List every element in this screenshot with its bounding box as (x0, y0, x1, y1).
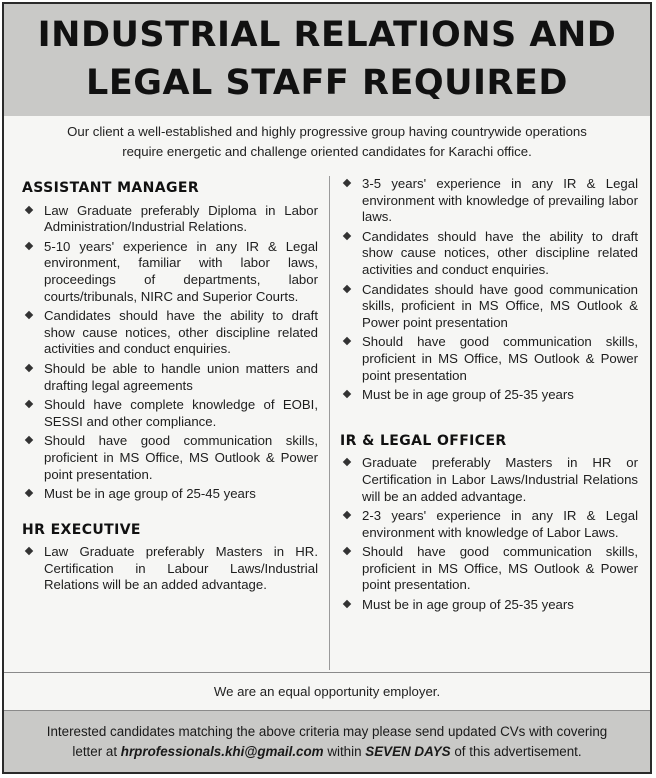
list-item: 3-5 years' experience in any IR & Legal environment with knowledge of prevailing labor laws. (340, 176, 638, 226)
assistant-manager-title: ASSISTANT MANAGER (22, 180, 200, 196)
list-item: Should have complete knowledge of EOBI, SESSI and other compliance. (22, 397, 318, 430)
list-item: Should be able to handle union matters and drafting legal agreements (22, 361, 318, 394)
list-item: Graduate preferably Masters in HR or Certification in Labor Laws/Industrial Relations will be an added advantage. (340, 455, 638, 505)
list-item: Law Graduate preferably Masters in HR. Certification in Labour Laws/Industrial Relations will be an added advantage. (22, 544, 318, 594)
diamond-bullet-icon (343, 179, 351, 187)
contact-email-link[interactable]: hrprofessionals.khi@gmail.com (120, 744, 324, 759)
diamond-bullet-icon (343, 337, 351, 345)
list-item: Should have good communication skills, proficient in MS Office, MS Outlook & Power point presentation. (340, 544, 638, 594)
diamond-bullet-icon (25, 489, 33, 497)
diamond-bullet-icon (25, 547, 33, 555)
diamond-bullet-icon (25, 205, 33, 213)
footer-line-2: letter at hrprofessionals.khi@gmail.com within SEVEN DAYS of this advertisement. (72, 744, 582, 759)
intro-text (14, 122, 640, 162)
diamond-bullet-icon (25, 364, 33, 372)
list-item: Candidates should have the ability to draft show cause notices, other discipline related activities and conduct enquiries. (22, 308, 318, 358)
diamond-bullet-icon (343, 600, 351, 608)
right-column (340, 176, 638, 617)
list-item: Should have good communication skills, proficient in MS Office, MS Outlook & Power point presentation (340, 334, 638, 384)
list-item: Must be in age group of 25-35 years (340, 387, 638, 404)
hr-executive-list-right (340, 176, 638, 404)
list-item: Should have good communication skills, proficient in MS Office, MS Outlook & Power point presentation. (22, 433, 318, 483)
equal-opportunity-statement: We are an equal opportunity employer. (4, 672, 650, 711)
headline-line-1: INDUSTRIAL RELATIONS AND (37, 15, 617, 55)
diamond-bullet-icon (343, 232, 351, 240)
diamond-bullet-icon (25, 436, 33, 444)
diamond-bullet-icon (343, 547, 351, 555)
ir-legal-officer-list (340, 455, 638, 613)
headline-line-2: LEGAL STAFF REQUIRED (86, 63, 568, 103)
deadline-text: SEVEN DAYS (365, 744, 451, 759)
diamond-bullet-icon (25, 242, 33, 250)
diamond-bullet-icon (25, 311, 33, 319)
diamond-bullet-icon (25, 400, 33, 408)
footer-line-1: Interested candidates matching the above criteria may please send updated CVs with covering (46, 724, 608, 739)
diamond-bullet-icon (343, 284, 351, 292)
job-advertisement (2, 2, 652, 774)
intro-line-1: Our client a well-established and highly progressive group having countrywide operations (67, 124, 587, 139)
list-item: Candidates should have the ability to draft show cause notices, other discipline related activities and conduct enquiries. (340, 229, 638, 279)
diamond-bullet-icon (343, 511, 351, 519)
list-item: Law Graduate preferably Diploma in Labor Administration/Industrial Relations. (22, 203, 318, 236)
hr-executive-title: HR EXECUTIVE (22, 521, 141, 538)
headline-banner (4, 4, 650, 116)
application-instructions (4, 710, 650, 772)
intro-line-2: require energetic and challenge oriented candidates for Karachi office. (122, 144, 532, 159)
list-item: 5-10 years' experience in any IR & Legal environment, familiar with labor laws, proceedings of departments, labor courts/tribunals, NIRC and Superior Courts. (22, 239, 318, 305)
assistant-manager-list (22, 203, 318, 503)
list-item: Must be in age group of 25-45 years (22, 486, 318, 503)
list-item: Must be in age group of 25-35 years (340, 597, 638, 614)
diamond-bullet-icon (343, 458, 351, 466)
diamond-bullet-icon (343, 390, 351, 398)
column-divider (329, 176, 330, 670)
left-column (22, 180, 318, 597)
list-item: Candidates should have good communication skills, proficient in MS Office, MS Outlook & Power point presentation (340, 282, 638, 332)
hr-executive-list-left (22, 544, 318, 594)
ir-legal-officer-title: IR & LEGAL OFFICER (340, 432, 507, 449)
list-item: 2-3 years' experience in any IR & Legal environment with knowledge of Labor Laws. (340, 508, 638, 541)
